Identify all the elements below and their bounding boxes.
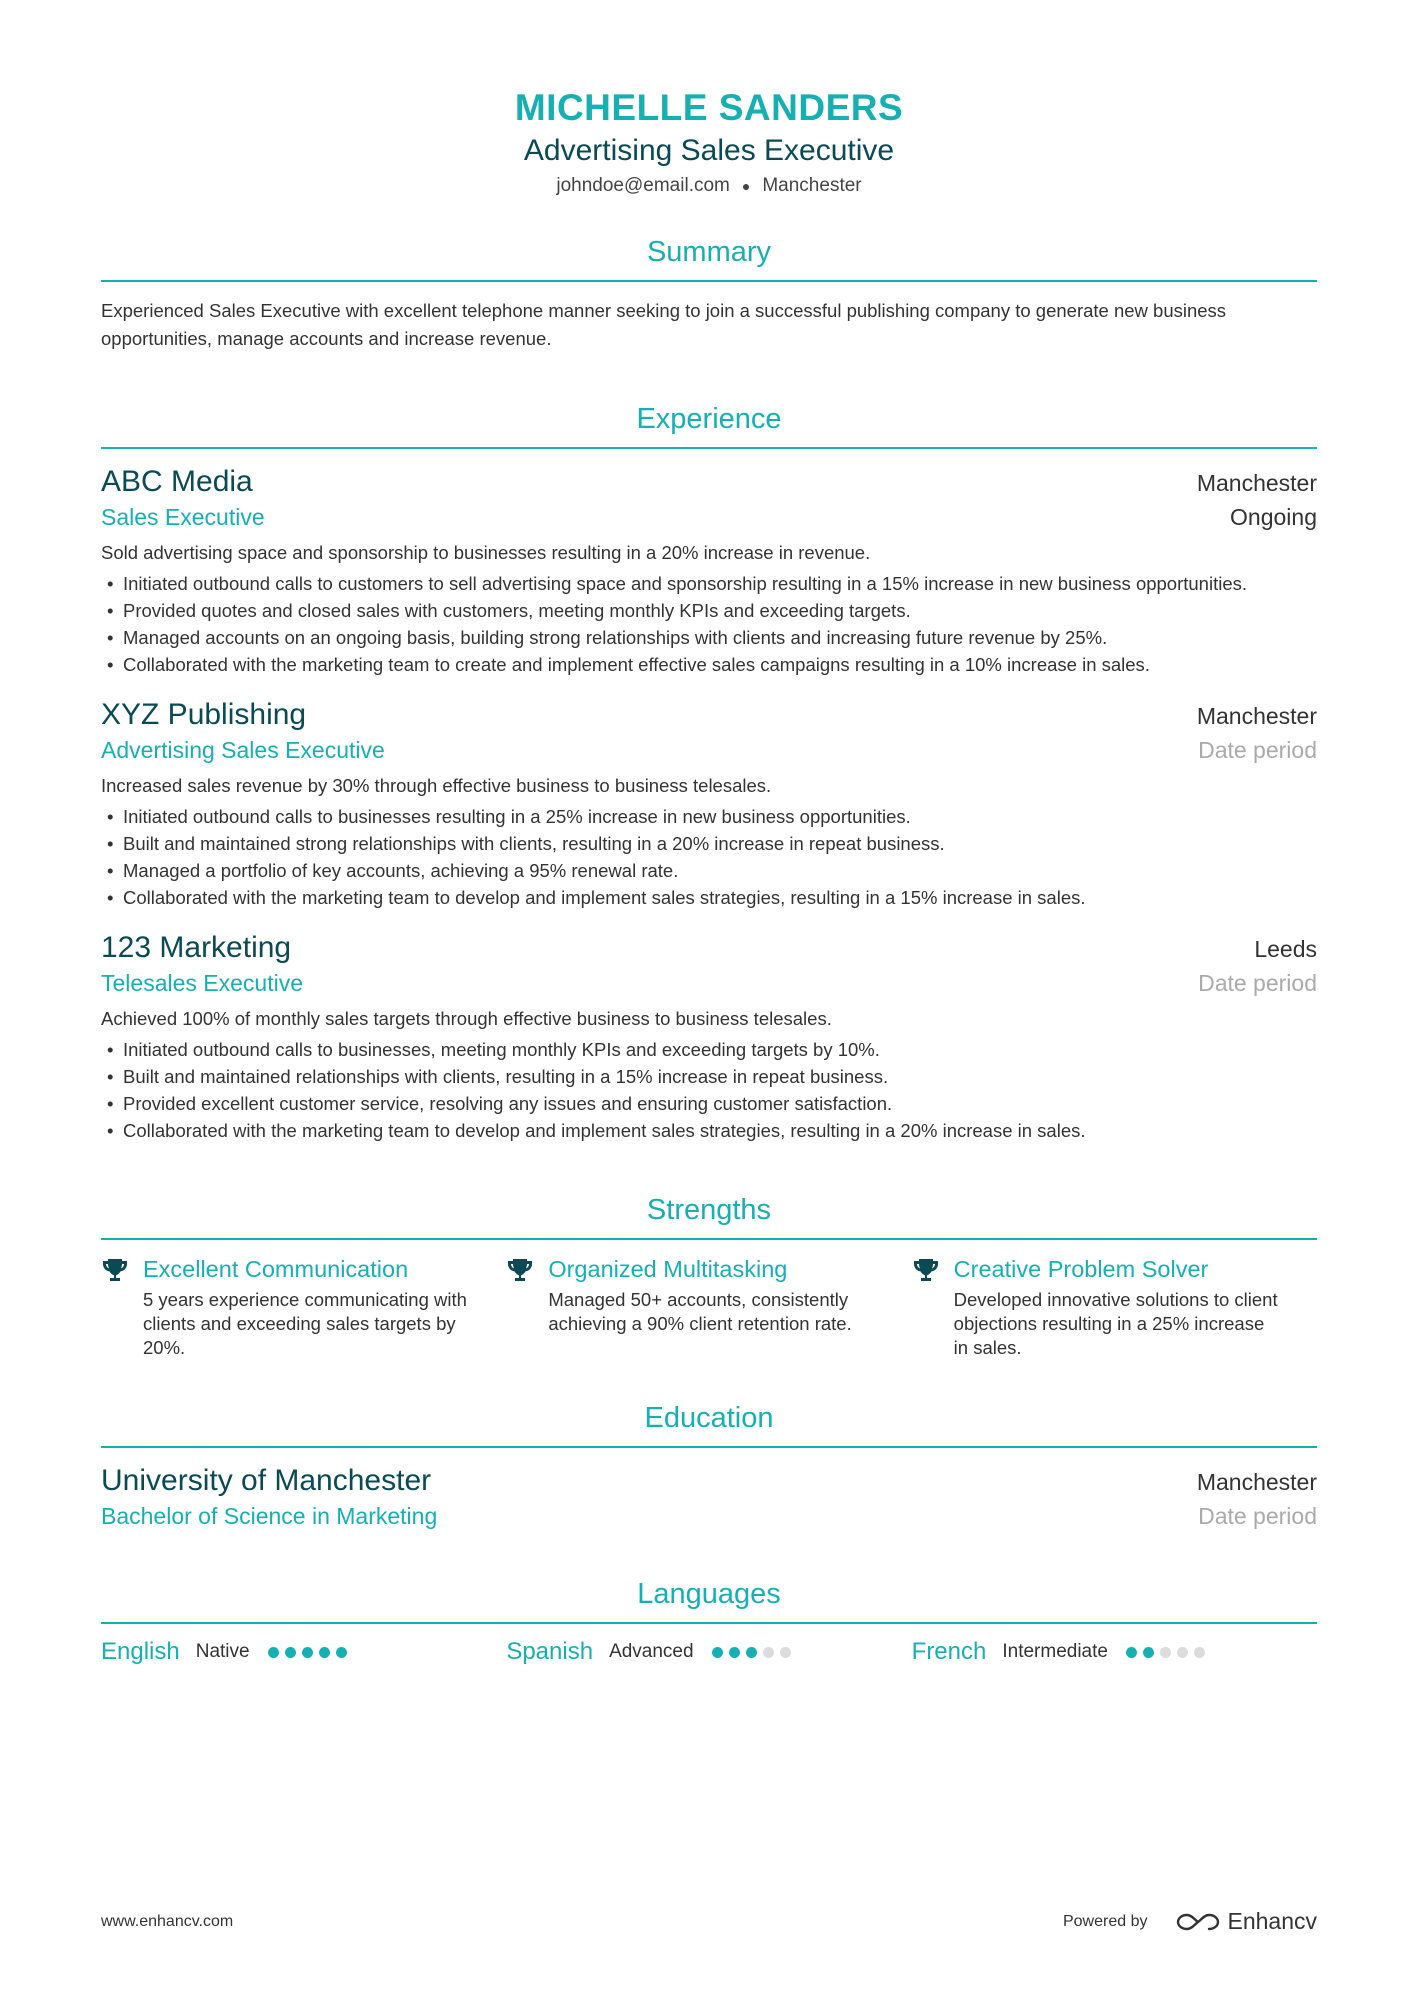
job-role: Telesales Executive [101,970,303,997]
language-item [506,1638,911,1666]
footer-url[interactable]: www.enhancv.com [101,1912,234,1930]
degree: Bachelor of Science in Marketing [101,1503,438,1530]
summary-heading: Summary [101,234,1317,282]
strengths-list [101,1254,1317,1360]
rating-dot-filled [336,1647,347,1658]
rating-dot-empty [1160,1647,1171,1658]
job-bullet: • Built and maintained strong relationships with clients, resulting in a 20% increase in repeat business. [101,830,1317,857]
rating-dot-filled [319,1647,330,1658]
job-date: Ongoing [1230,504,1317,531]
contact-email[interactable]: johndoe@email.com [556,175,730,197]
trophy-icon [506,1254,548,1360]
job-bullets [101,570,1317,678]
language-rating [268,1647,353,1658]
brand-name: Enhancv [1227,1908,1317,1934]
footer [101,1908,1317,1935]
education-heading: Education [101,1400,1317,1448]
education-subheader [101,1500,1317,1532]
language-rating [712,1647,797,1658]
job-description: Achieved 100% of monthly sales targets through effective business to business telesales. [101,1008,832,1030]
rating-dot-empty [763,1647,774,1658]
language-level: Intermediate [1002,1641,1108,1663]
school-name: University of Manchester [101,1464,432,1498]
job-bullet: • Built and maintained relationships with clients, resulting in a 15% increase in repeat business. [101,1063,1317,1090]
strength-title: Organized Multitasking [548,1256,788,1283]
rating-dot-filled [302,1647,313,1658]
strength-title: Creative Problem Solver [953,1256,1209,1283]
language-name: Spanish [506,1638,594,1666]
language-level: Advanced [609,1641,694,1663]
strength-title: Excellent Communication [143,1256,409,1283]
education-header [101,1462,1317,1500]
languages-section [101,1576,1317,1666]
job-subheader [101,734,1317,766]
rating-dot-empty [1177,1647,1188,1658]
strength-body [548,1254,878,1360]
job-location: Leeds [1254,936,1317,963]
job-role: Sales Executive [101,504,265,531]
job-bullet: • Initiated outbound calls to customers to sell advertising space and sponsorship resulting in a 15% increase in new business opportunities. [101,570,1317,597]
strength-body [954,1254,1284,1360]
strength-item [101,1254,506,1360]
company-name: 123 Marketing [101,931,292,965]
job-bullet: • Collaborated with the marketing team to develop and implement sales strategies, resulting in a 15% increase in sales. [101,884,1317,911]
languages-list [101,1638,1317,1666]
job-location: Manchester [1196,470,1317,497]
job-bullet: • Collaborated with the marketing team to develop and implement sales strategies, resulting in a 20% increase in sales. [101,1117,1317,1144]
strengths-heading: Strengths [101,1192,1317,1240]
language-level: Native [195,1641,250,1663]
contact-location: Manchester [762,175,862,197]
job-description: Increased sales revenue by 30% through effective business to business telesales. [101,775,772,797]
language-name: French [911,1638,987,1666]
job-bullets [101,1036,1317,1144]
job-location: Manchester [1196,703,1317,730]
job-header [101,696,1317,734]
experience-section [101,401,1317,1144]
job-subheader [101,501,1317,533]
education-entry [101,1462,1317,1532]
company-name: ABC Media [101,465,253,499]
strength-item [912,1254,1317,1360]
languages-heading: Languages [101,1576,1317,1624]
experience-heading: Experience [101,401,1317,449]
school-location: Manchester [1196,1469,1317,1496]
enhancv-logo-icon [1175,1911,1221,1933]
rating-dot-filled [1143,1647,1154,1658]
rating-dot-empty [780,1647,791,1658]
job-bullet: • Managed accounts on an ongoing basis, building strong relationships with clients and increasing future revenue by 25%. [101,624,1317,651]
footer-branding [1063,1908,1317,1935]
trophy-icon [912,1254,954,1360]
language-name: English [101,1638,180,1666]
job-entry [101,929,1317,1144]
enhancv-logo[interactable] [1175,1908,1317,1935]
job-description: Sold advertising space and sponsorship to businesses resulting in a 20% increase in revenue. [101,542,871,564]
trophy-icon [101,1254,143,1360]
rating-dot-filled [1126,1647,1137,1658]
candidate-title: Advertising Sales Executive [523,134,895,167]
resume-content [101,0,1317,1666]
rating-dot-filled [712,1647,723,1658]
job-bullet: • Initiated outbound calls to businesses resulting in a 25% increase in new business opportunities. [101,803,1317,830]
job-bullets [101,803,1317,911]
summary-text: Experienced Sales Executive with excellent telephone manner seeking to join a successful publishing company to generate new business opportunities, manage accounts and increase revenue. [101,300,1227,350]
job-role: Advertising Sales Executive [101,737,385,764]
education-section [101,1400,1317,1532]
job-date: Date period [1198,737,1317,764]
rating-dot-filled [729,1647,740,1658]
rating-dot-filled [746,1647,757,1658]
powered-by-label: Powered by [1062,1912,1148,1930]
job-bullet: • Provided quotes and closed sales with customers, meeting monthly KPIs and exceeding targets. [101,597,1317,624]
job-date: Date period [1198,970,1317,997]
rating-dot-empty [1194,1647,1205,1658]
contact-line [101,174,1317,198]
strength-description: Developed innovative solutions to client objections resulting in a 25% increase in sales. [953,1289,1278,1359]
resume-header [101,0,1317,198]
job-entry [101,463,1317,678]
strength-description: Managed 50+ accounts, consistently achieving a 90% client retention rate. [548,1289,852,1335]
language-item [912,1638,1317,1666]
language-rating [1126,1647,1211,1658]
language-item [101,1638,506,1666]
strength-description: 5 years experience communicating with clients and exceeding sales targets by 20%. [143,1289,467,1359]
strength-item [506,1254,911,1360]
company-name: XYZ Publishing [101,698,307,732]
strength-body [143,1254,473,1360]
separator-dot: ● [741,178,751,194]
rating-dot-filled [268,1647,279,1658]
strengths-section [101,1192,1317,1360]
job-bullet: • Collaborated with the marketing team to create and implement effective sales campaigns resulting in a 10% increase in sales. [101,651,1317,678]
job-header [101,463,1317,501]
job-bullet: • Managed a portfolio of key accounts, achieving a 95% renewal rate. [101,857,1317,884]
job-subheader [101,967,1317,999]
candidate-name: MICHELLE SANDERS [514,87,904,128]
job-bullet: • Initiated outbound calls to businesses, meeting monthly KPIs and exceeding targets by 10%. [101,1036,1317,1063]
rating-dot-filled [285,1647,296,1658]
education-date: Date period [1198,1503,1317,1530]
job-bullet: • Provided excellent customer service, resolving any issues and ensuring customer satisfaction. [101,1090,1317,1117]
job-entry [101,696,1317,911]
summary-section [101,234,1317,353]
job-header [101,929,1317,967]
